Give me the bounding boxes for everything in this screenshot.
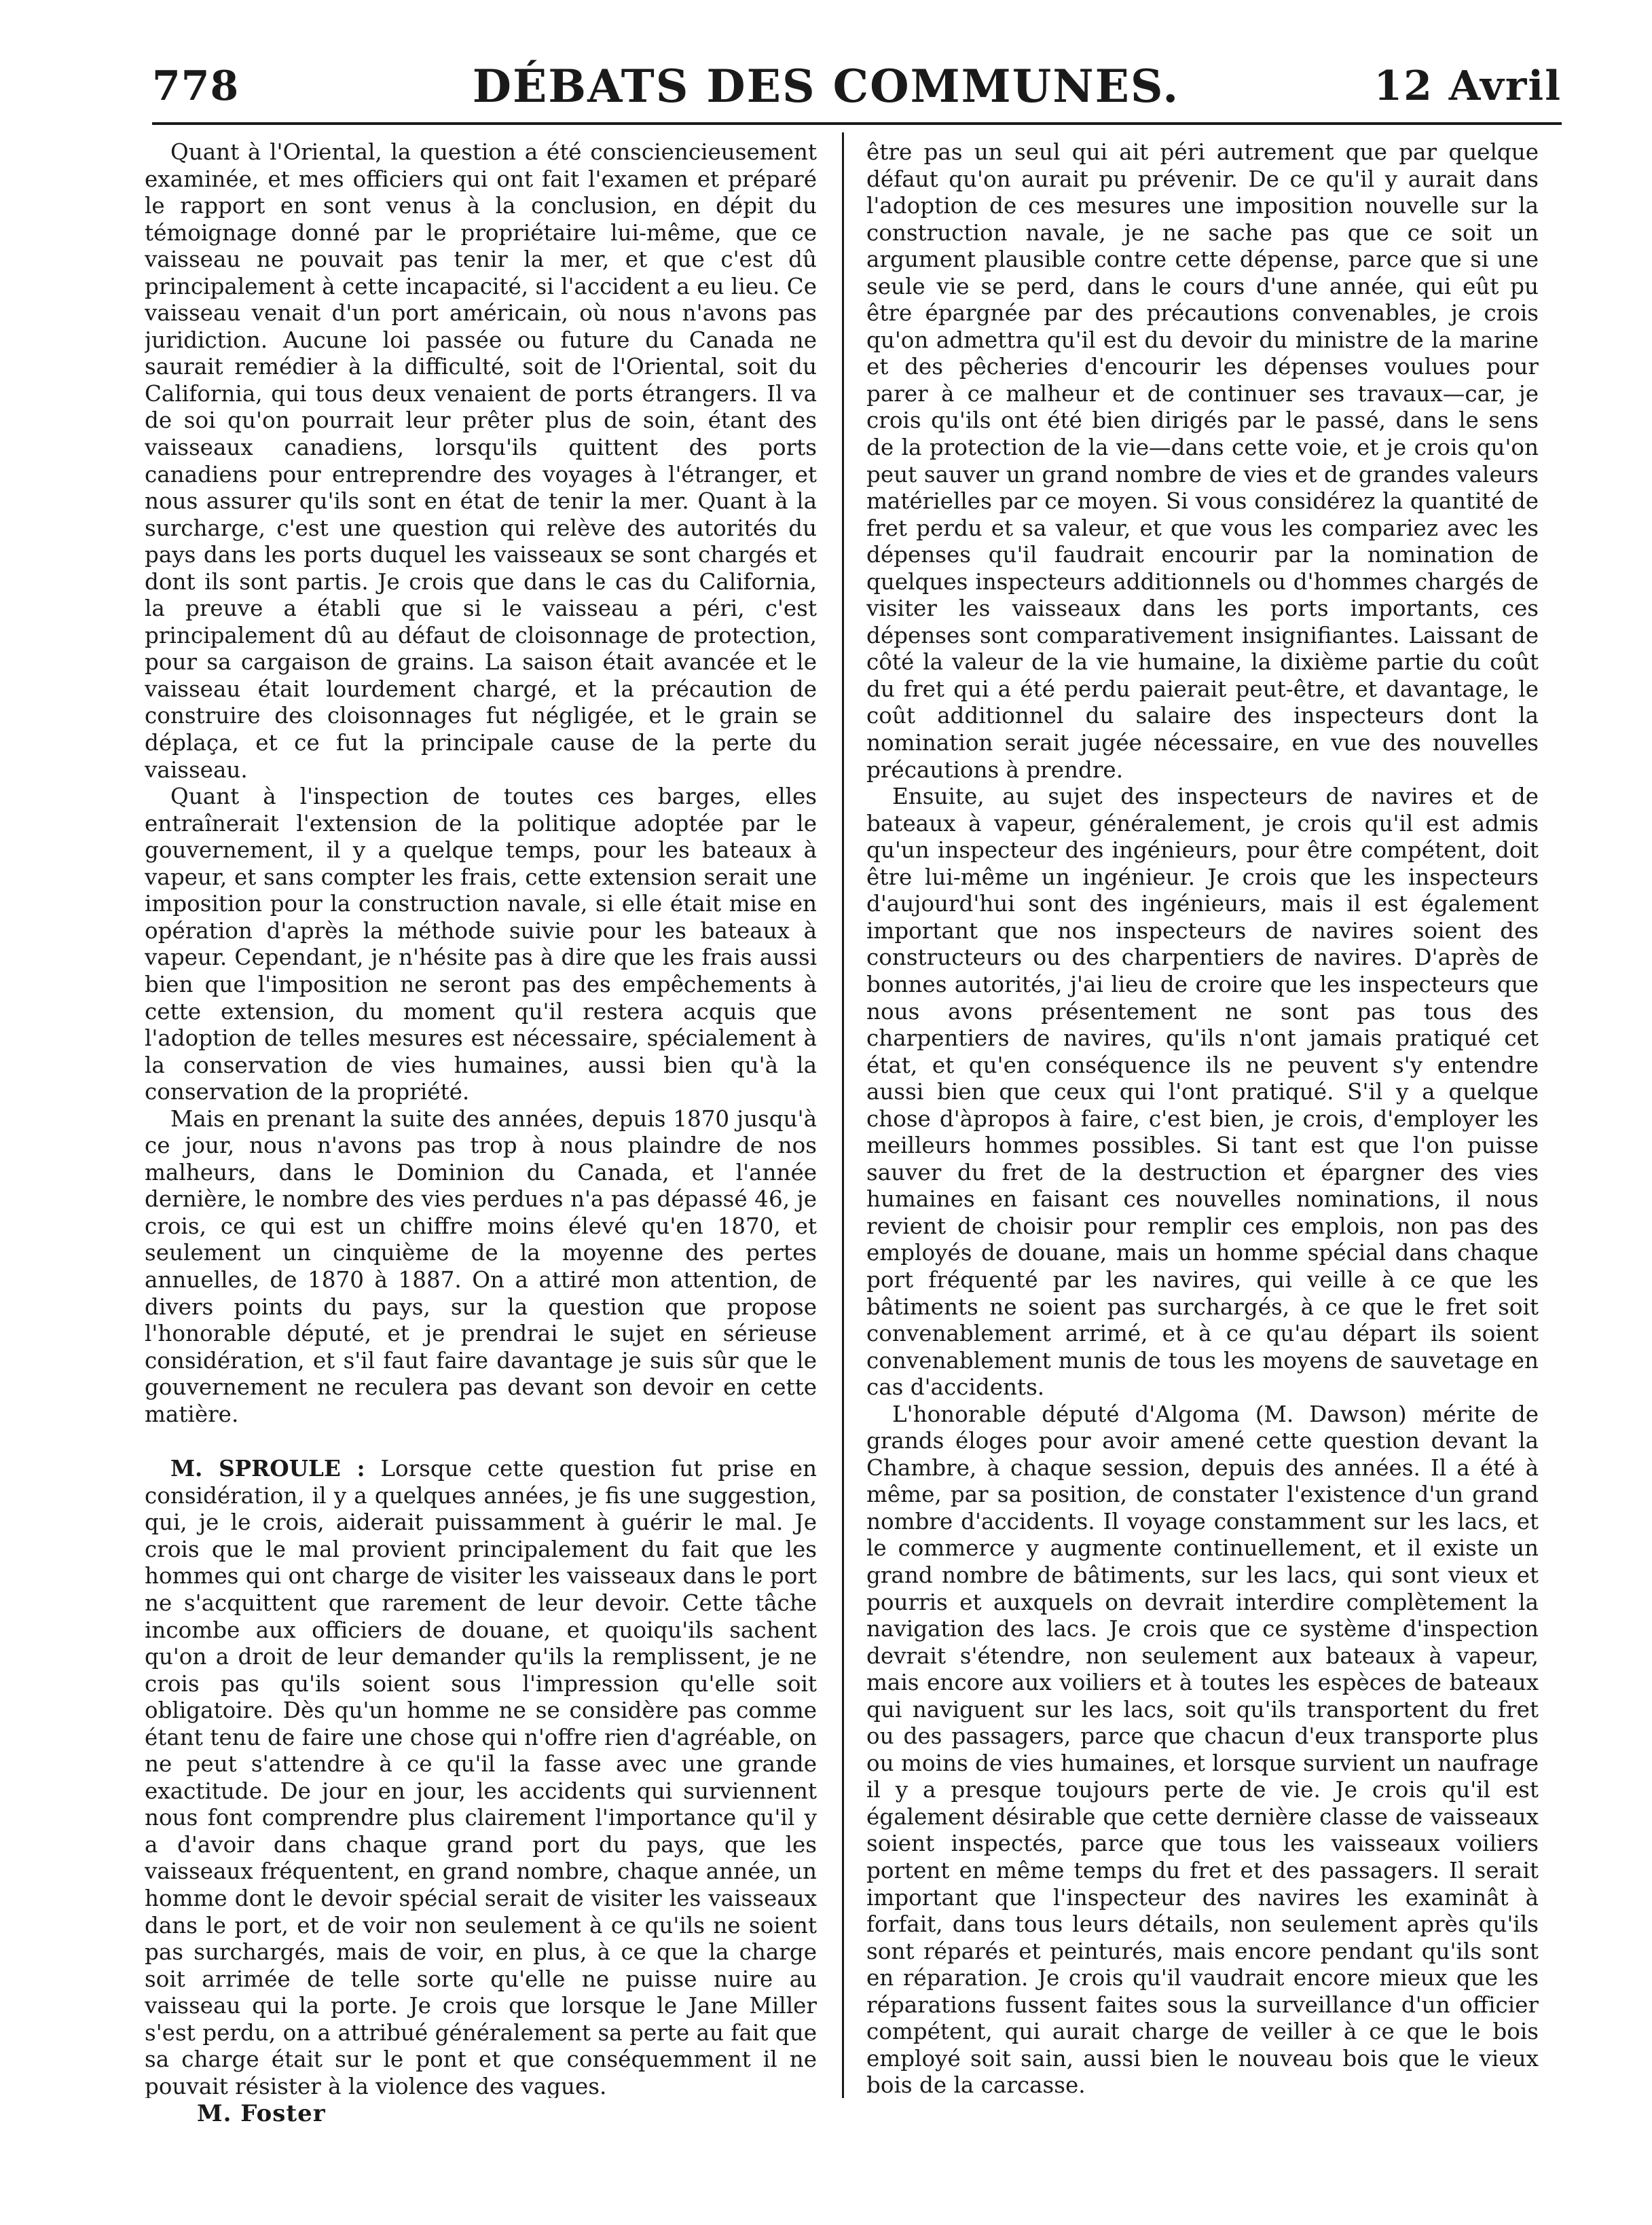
left-column <box>145 139 817 2098</box>
speech-paragraph <box>145 1455 817 2098</box>
right-column <box>866 139 1539 2098</box>
column-divider <box>842 132 844 2098</box>
paragraph: Quant à l'Oriental, la question a été consciencieusement examinée, et mes officiers qui ont fait l'examen et préparé le rapport en sont venus à la conclusion, en dépit du témoignage donné par le propriétaire lui-même, que ce vaisseau ne pouvait pas tenir la mer, et que c'est dû principalement à cette incapacité, si l'accident a eu lieu. Ce vaisseau venait d'un port américain, où nous n'avons pas juridiction. Aucune loi passée ou future du Canada ne saurait remédier à la difficulté, soit de l'Oriental, soit du California, qui tous deux venaient de ports étrangers. Il va de soi qu'on pourrait leur prêter plus de soin, étant des vaisseaux canadiens, lorsqu'ils quittent des ports canadiens pour entreprendre des voyages à l'étranger, et nous assurer qu'ils sont en état de tenir la mer. Quant à la surcharge, c'est une question qui relève des autorités du pays dans les ports duquel les vaisseaux se sont chargés et dont ils sont partis. Je crois que dans le cas du California, la preuve a établi que si le vaisseau a péri, c'est principalement dû au défaut de cloisonnage de protection, pour sa cargaison de grains. La saison était avancée et le vaisseau était lourdement chargé, et la précaution de construire des cloisonnages fut négligée, et le grain se déplaça, et ce fut la principale cause de la perte du vaisseau. <box>145 139 817 783</box>
speaker-name: M. SPROULE : <box>170 1455 365 1482</box>
paragraph: Mais en prenant la suite des années, depuis 1870 jusqu'à ce jour, nous n'avons pas trop à nous plaindre de nos malheurs, dans le Dominion du Canada, et l'année dernière, le nombre des vies perdues n'a pas dépassé 46, je crois, ce qui est un chiffre moins élevé qu'en 1870, et seulement un cinquième de la moyenne des pertes annuelles, de 1870 à 1887. On a attiré mon attention, de divers points du pays, sur la question que propose l'honorable député, et je prendrai le sujet en sérieuse considération, et s'il faut faire davantage je suis sûr que le gouvernement ne reculera pas devant son devoir en cette matière. <box>145 1105 817 1427</box>
page-title: DÉBATS DES COMMUNES. <box>472 60 1180 113</box>
speech-text: Lorsque cette question fut prise en considération, il y a quelques années, je fis une suggestion, qui, je le crois, aiderait puissamment à guérir le mal. Je crois que le mal provient principalement du fait que les hommes qui ont charge de visiter les vaisseaux dans le port ne s'acquittent que rarement de leur devoir. Cette tâche incombe aux officiers de douane, et quoiqu'ils sachent qu'on a droit de leur demander qu'ils la remplissent, je ne crois pas qu'ils soient sous l'impression qu'elle soit obligatoire. Dès qu'un homme ne se considère pas comme étant tenu de faire une chose qui n'offre rien d'agréable, on ne peut s'attendre à ce qu'il la fasse avec une grande exactitude. De jour en jour, les accidents qui surviennent nous font comprendre plus clairement l'importance qu'il y a d'avoir dans chaque grand port du pays, que les vaisseaux fréquentent, en grand nombre, chaque année, un homme dont le devoir spécial serait de visiter les vaisseaux dans le port, et de voir non seulement à ce qu'ils ne soient pas surchargés, mais de voir, en plus, à ce que la charge soit arrimée de telle sorte qu'elle ne puisse nuire au vaisseau qui la porte. Je crois que lorsque le Jane Miller s'est perdu, on a attribué généralement sa perte au fait que sa charge était sur le pont et que conséquemment il ne pouvait résister à la violence des vagues. <box>145 1456 817 2098</box>
header-rule <box>152 122 1562 125</box>
page-date: 12 Avril <box>1374 62 1562 110</box>
page-header <box>0 0 1652 136</box>
page-number: 778 <box>152 62 240 110</box>
paragraph: Ensuite, au sujet des inspecteurs de navires et de bateaux à vapeur, généralement, je crois qu'il est admis qu'un inspecteur des ingénieurs, pour être compétent, doit être lui-même un ingénieur. Je crois que les inspecteurs d'aujourd'hui sont des ingénieurs, mais il est également important que nos inspecteurs de navires soient des constructeurs ou des charpentiers de navires. D'après de bonnes autorités, j'ai lieu de croire que les inspecteurs que nous avons présentement ne sont pas tous des charpentiers de navires, qu'ils n'ont jamais pratiqué cet état, et qu'en conséquence ils ne peuvent s'y entendre aussi bien que ceux qui l'ont pratiqué. S'il y a quelque chose d'àpropos à faire, c'est bien, je crois, d'employer les meilleurs hommes possibles. Si tant est que l'on puisse sauver du fret de la destruction et épargner des vies humaines en faisant ces nouvelles nominations, il nous revient de choisir pour remplir ces emplois, non pas des employés de douane, mais un homme spécial dans chaque port fréquenté par les navires, qui veille à ce que les bâtiments ne soient pas surchargés, à ce que le fret soit convenablement arrimé, et à ce qu'au départ ils soient convenablement munis de tous les moyens de sauvetage en cas d'accidents. <box>866 784 1539 1401</box>
paragraph: être pas un seul qui ait péri autrement que par quelque défaut qu'on aurait pu prévenir. De ce qu'il y aurait dans l'adoption de ces mesures une imposition nouvelle sur la construction navale, je ne sache pas que ce soit un argument plausible contre cette dépense, parce que si une seule vie se perd, dans le cours d'une année, qui eût pu être épargnée par des précautions convenables, je crois qu'on admettra qu'il est du devoir du ministre de la marine et des pêcheries d'encourir les dépenses voulues pour parer à ce malheur et de continuer ses travaux—car, je crois qu'ils ont été bien dirigés par le passé, dans le sens de la protection de la vie—dans cette voie, et je crois qu'on peut sauver un grand nombre de vies et de grandes valeurs matérielles par ce moyen. Si vous considérez la quantité de fret perdu et sa valeur, et que vous les compariez avec les dépenses qu'il faudrait encourir par la nomination de quelques inspecteurs additionnels ou d'hommes chargés de visiter les vaisseaux dans les ports importants, ces dépenses sont comparativement insignifiantes. Laissant de côté la valeur de la vie humaine, la dixième partie du coût du fret qui a été perdu paierait peut-être, et davantage, le coût additionnel du salaire des inspecteurs dont la nomination serait jugée nécessaire, en vue des nouvelles précautions à prendre. <box>866 139 1539 783</box>
paragraph: L'honorable député d'Algoma (M. Dawson) mérite de grands éloges pour avoir amené cette question devant la Chambre, à chaque session, depuis des années. Il a été à même, par sa position, de constater l'existence d'un grand nombre d'accidents. Il voyage constamment sur les lacs, et le commerce y augmente continuellement, et il existe un grand nombre de bâtiments, sur les lacs, qui sont vieux et pourris et auxquels on devrait interdire complètement la navigation des lacs. Je crois que ce système d'inspection devrait s'étendre, non seulement aux bateaux à vapeur, mais encore aux voiliers et à toutes les espèces de bateaux qui naviguent sur les lacs, soit qu'ils transportent du fret ou des passagers, parce que chacun d'eux transporte plus ou moins de vies humaines, et lorsque survient un naufrage il y a presque toujours perte de vie. Je crois qu'il est également désirable que cette dernière classe de vaisseaux soient inspectés, parce que tous les vaisseaux voiliers portent en même temps du fret et des passagers. Il serait important que l'inspecteur des navires les examinât à forfait, dans tous leurs détails, non seulement après qu'ils sont réparés et peinturés, mais encore pendant qu'ils sont en réparation. Je crois qu'il vaudrait encore mieux que les réparations fussent faites sous la surveillance d'un officier compétent, qui aurait charge de veiller à ce que le bois employé soit sain, aussi bien le nouveau bois que le vieux bois de la carcasse. <box>866 1401 1539 2098</box>
paragraph: Quant à l'inspection de toutes ces barges, elles entraînerait l'extension de la politique adoptée par le gouvernement, il y a quelque temps, pour les bateaux à vapeur, et sans compter les frais, cette extension serait une imposition pour la construction navale, si elle était mise en opération d'après la méthode suivie pour les bateaux à vapeur. Cependant, je n'hésite pas à dire que les frais aussi bien que l'imposition ne seront pas des empêchements à cette extension, du moment qu'il restera acquis que l'adoption de telles mesures est nécessaire, spécialement à la conservation de vies humaines, aussi bien qu'à la conservation de la propriété. <box>145 784 817 1105</box>
catchword: M. Foster <box>197 2100 326 2127</box>
